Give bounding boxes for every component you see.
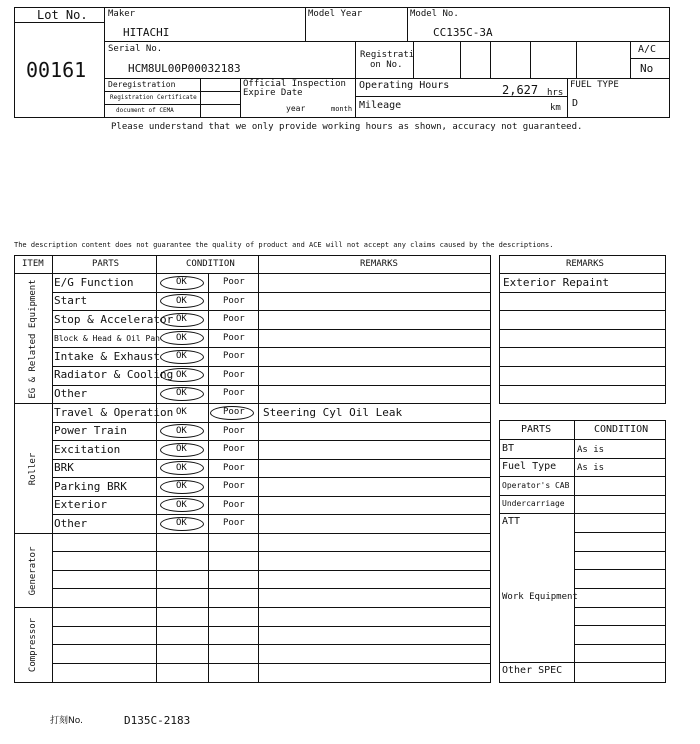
hrs-label: hrs (547, 88, 564, 98)
ok-option: OK (176, 444, 187, 455)
stamp-label: 打刻No. (50, 716, 83, 726)
ok-option: OK (176, 295, 187, 306)
right-cond-bt: As is (577, 445, 605, 455)
group-label-roller: Roller (28, 452, 38, 486)
col-condition-header: CONDITION (186, 259, 235, 269)
registration-label: Registrati (360, 50, 415, 60)
ok-option: OK (176, 462, 187, 473)
model-no-value: CC135C-3A (433, 26, 493, 39)
condition-mark-circle (210, 406, 254, 420)
right-remarks-line1: Exterior Repaint (503, 276, 609, 289)
part-label: Intake & Exhaust (54, 349, 160, 363)
model-year-label: Model Year (308, 9, 363, 19)
condition-mark-circle (160, 443, 204, 457)
poor-option: Poor (223, 407, 245, 417)
part-label: Radiator & Cooling (54, 368, 174, 382)
lot-number: 00161 (26, 58, 87, 82)
part-label: Parking BRK (54, 479, 127, 493)
part-label: Excitation (54, 442, 121, 456)
right-part-operator-cab: Operator's CAB (502, 481, 570, 490)
group-label-generator: Generator (28, 546, 38, 596)
poor-option: Poor (223, 499, 245, 510)
condition-mark-circle (160, 387, 204, 401)
poor-option: Poor (223, 444, 245, 455)
maker-value: HITACHI (123, 26, 170, 39)
ok-option: OK (176, 332, 187, 343)
remark-text: Steering Cyl Oil Leak (263, 405, 403, 419)
fuel-type-value: D (572, 98, 579, 109)
poor-option: Poor (223, 481, 245, 492)
serial-label: Serial No. (108, 44, 163, 54)
cema-label: document of CEMA (116, 107, 174, 114)
poor-option: Poor (223, 277, 245, 287)
operating-hours-value: 2,627 (502, 83, 539, 97)
ok-option: OK (176, 518, 187, 529)
deregistration-label: Deregistration (108, 80, 176, 89)
right-condition-header: CONDITION (594, 424, 649, 435)
ac-label: A/C (638, 44, 657, 55)
part-label: Stop & Accelerator (54, 312, 174, 326)
year-label: year (286, 104, 306, 113)
part-label: Start (54, 294, 88, 308)
right-part-fuel-type: Fuel Type (502, 461, 557, 472)
poor-option: Poor (223, 351, 245, 362)
registration-label-2: on No. (370, 60, 403, 70)
part-label: Power Train (54, 424, 127, 438)
ok-option: OK (176, 314, 187, 325)
disclaimer: The description content does not guarantee the quality of product and ACE will not accept any claims caused by the descriptions. (14, 241, 554, 249)
col-item-header: ITEM (22, 259, 44, 269)
right-parts-header: PARTS (521, 424, 552, 435)
ok-option: OK (176, 388, 187, 399)
right-cond-fuel-type: As is (577, 463, 605, 473)
poor-option: Poor (223, 332, 245, 343)
lot-label: Lot No. (37, 8, 88, 22)
right-remarks-header: REMARKS (566, 259, 604, 269)
ok-option: OK (176, 499, 187, 510)
ok-option: OK (176, 481, 187, 492)
part-label: Block & Head & Oil Pan (54, 333, 160, 343)
poor-option: Poor (223, 388, 245, 399)
condition-mark-circle (160, 350, 204, 364)
poor-option: Poor (223, 425, 245, 436)
inspection-label-2: Expire Date (243, 88, 303, 98)
part-label: E/G Function (54, 275, 134, 289)
part-label: Exterior (54, 498, 107, 512)
right-part-att: ATT (502, 516, 521, 527)
poor-option: Poor (223, 518, 245, 529)
col-remarks-header: REMARKS (360, 259, 398, 269)
condition-mark-circle (160, 313, 204, 327)
km-label: km (550, 103, 561, 113)
maker-label: Maker (108, 9, 136, 19)
operating-hours-label: Operating Hours (359, 80, 450, 91)
poor-option: Poor (223, 369, 245, 380)
right-part-bt: BT (502, 443, 515, 454)
fuel-type-label: FUEL TYPE (570, 80, 619, 90)
ac-value: No (640, 62, 654, 75)
serial-value: HCM8UL00P00032183 (128, 62, 241, 75)
group-label-compressor: Compressor (28, 617, 38, 673)
condition-mark-circle (160, 424, 204, 438)
poor-option: Poor (223, 314, 245, 325)
inspection-label: Official Inspection (243, 79, 346, 89)
ok-option: OK (176, 351, 187, 362)
stamp-value: D135C-2183 (124, 714, 191, 727)
ok-option: OK (176, 425, 187, 436)
ok-option: OK (176, 407, 187, 417)
col-parts-header: PARTS (92, 259, 120, 269)
part-label: Other (54, 386, 88, 400)
part-label: Other (54, 516, 88, 530)
condition-mark-circle (160, 294, 204, 308)
registration-certificate-label: Registration Certificate (110, 94, 197, 101)
condition-mark-circle (160, 480, 204, 494)
right-part-undercarriage: Undercarriage (502, 499, 565, 508)
accuracy-note: Please understand that we only provide working hours as shown, accuracy not guaranteed. (111, 122, 583, 132)
poor-option: Poor (223, 462, 245, 473)
model-no-label: Model No. (410, 9, 459, 19)
right-part-other-spec: Other SPEC (502, 665, 563, 676)
part-label: BRK (54, 461, 74, 475)
condition-mark-circle (160, 276, 204, 290)
condition-mark-circle (160, 517, 204, 531)
right-part-work-equipment: Work Equipment (502, 592, 578, 602)
part-label: Travel & Operation (54, 405, 174, 419)
mileage-label: Mileage (359, 100, 402, 111)
month-label: month (331, 105, 353, 113)
group-label-eg: EG & Related Equipment (28, 279, 38, 399)
ok-option: OK (176, 277, 187, 287)
poor-option: Poor (223, 295, 245, 306)
ok-option: OK (176, 369, 187, 380)
